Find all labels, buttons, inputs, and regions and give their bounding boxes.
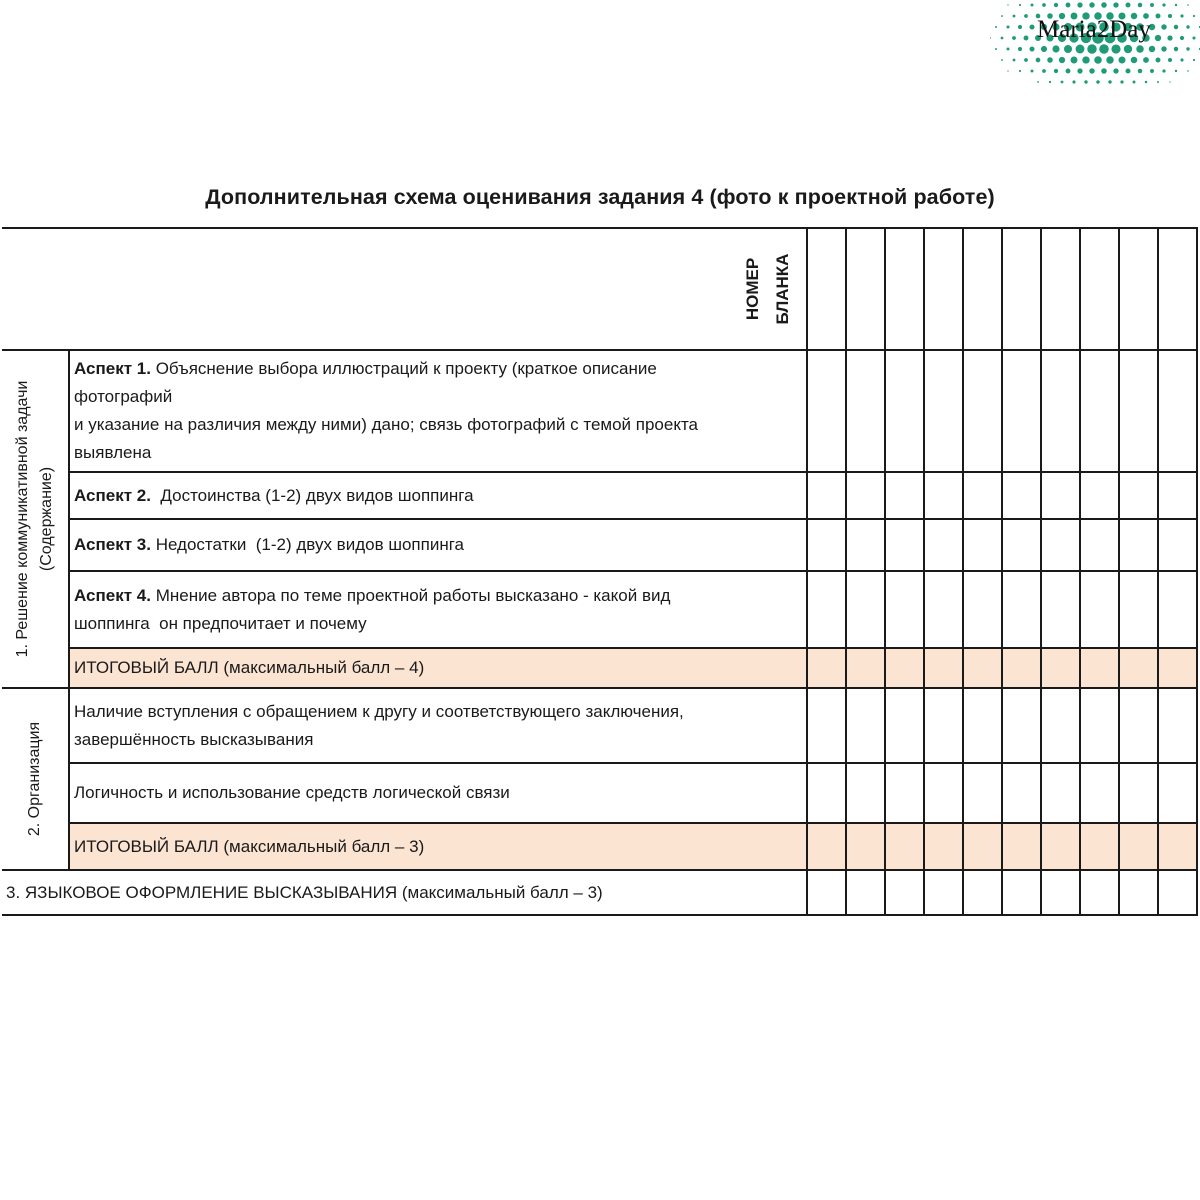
score-cell[interactable] xyxy=(1119,519,1158,571)
score-cell[interactable] xyxy=(963,870,1002,915)
aspect-3-text: Аспект 3. Недостатки (1-2) двух видов шоппинга xyxy=(69,519,807,571)
logo-dot xyxy=(1118,56,1125,63)
logo-dot xyxy=(1125,68,1130,73)
score-cell[interactable] xyxy=(963,571,1002,648)
score-cell[interactable] xyxy=(885,870,924,915)
logo-dot xyxy=(1175,4,1177,6)
score-cell[interactable] xyxy=(963,228,1002,350)
logo-dot xyxy=(1076,45,1085,54)
total-row xyxy=(2,648,1197,688)
score-cell[interactable] xyxy=(1002,823,1041,870)
score-cell[interactable] xyxy=(1002,688,1041,763)
score-cell[interactable] xyxy=(807,648,846,688)
watermark-logo: Maria2Day xyxy=(1037,16,1151,43)
score-cell[interactable] xyxy=(1002,648,1041,688)
score-cell[interactable] xyxy=(1119,472,1158,519)
score-cell[interactable] xyxy=(1119,228,1158,350)
logo-dot xyxy=(1052,45,1059,52)
section2-label-cell xyxy=(2,688,69,870)
score-cell[interactable] xyxy=(924,823,963,870)
score-cell[interactable] xyxy=(807,823,846,870)
score-cell[interactable] xyxy=(846,519,885,571)
evaluation-table xyxy=(2,227,1198,916)
score-cell[interactable] xyxy=(1080,228,1119,350)
logo-dot xyxy=(1042,3,1046,7)
score-cell[interactable] xyxy=(846,472,885,519)
logo-dot xyxy=(1087,44,1096,53)
blank-number-label: НОМЕР БЛАНКА xyxy=(743,253,792,325)
logo-dot xyxy=(1031,70,1034,73)
logo-dot xyxy=(1125,2,1130,7)
logo-dot xyxy=(1156,14,1161,19)
logo-dot xyxy=(1175,70,1177,72)
score-cell[interactable] xyxy=(1158,350,1197,472)
organization-row xyxy=(2,763,1197,823)
logo-dot xyxy=(1101,2,1107,8)
score-cell[interactable] xyxy=(1002,350,1041,472)
logo-dot xyxy=(1077,68,1082,73)
logo-dot xyxy=(1167,35,1172,40)
logo-dot xyxy=(1108,80,1111,83)
header-row xyxy=(2,228,1197,350)
score-cell[interactable] xyxy=(1041,519,1080,571)
score-cell[interactable] xyxy=(963,472,1002,519)
introduction-conclusion-text: Наличие вступления с обращением к другу и соответствующего заключения, завершённость высказывания xyxy=(69,688,807,763)
logo-dot xyxy=(1061,81,1064,84)
logo-dot xyxy=(1106,56,1113,63)
score-cell[interactable] xyxy=(1080,519,1119,571)
logo-dot xyxy=(1036,58,1041,63)
logo-dot xyxy=(1161,24,1166,29)
score-cell[interactable] xyxy=(807,571,846,648)
logo-dot xyxy=(1013,59,1016,62)
logo-dot xyxy=(1024,58,1028,62)
logo-dot xyxy=(1150,69,1154,73)
logo-dot xyxy=(1156,58,1161,63)
page-title: Дополнительная схема оценивания задания 4 (фото к проектной работе) xyxy=(205,185,995,209)
logo-dot xyxy=(1089,68,1094,73)
score-cell[interactable] xyxy=(1080,763,1119,823)
logo-dot xyxy=(1037,81,1039,83)
score-cell[interactable] xyxy=(807,763,846,823)
score-cell[interactable] xyxy=(1119,763,1158,823)
logo-dot xyxy=(1150,3,1154,7)
score-cell[interactable] xyxy=(807,870,846,915)
logo-dot xyxy=(1136,45,1143,52)
score-cell[interactable] xyxy=(963,648,1002,688)
logo-dot xyxy=(1186,47,1189,50)
score-cell[interactable] xyxy=(1080,823,1119,870)
logo-dot xyxy=(1187,4,1189,6)
logo-dot xyxy=(1168,14,1172,18)
logo-dot xyxy=(1101,68,1107,74)
logo-dot xyxy=(1019,70,1021,72)
score-cell[interactable] xyxy=(1041,472,1080,519)
logo-dot xyxy=(1054,3,1058,7)
blank-number-cell xyxy=(2,228,807,350)
logo-dot xyxy=(1155,35,1161,41)
logo-dot xyxy=(1138,69,1143,74)
score-cell[interactable] xyxy=(1002,571,1041,648)
logo-dot xyxy=(1169,81,1170,82)
total-row xyxy=(2,823,1197,870)
logo-dot xyxy=(990,37,991,39)
score-cell[interactable] xyxy=(1002,228,1041,350)
score-cell[interactable] xyxy=(963,350,1002,472)
logo-dot xyxy=(1138,3,1143,8)
logo-dot xyxy=(1180,58,1183,61)
logo-dot xyxy=(1001,59,1003,61)
score-cell[interactable] xyxy=(846,228,885,350)
score-cell[interactable] xyxy=(885,648,924,688)
logo-dot xyxy=(1186,25,1189,28)
logo-dot xyxy=(1042,69,1046,73)
logo-dot xyxy=(1064,45,1072,53)
score-cell[interactable] xyxy=(963,823,1002,870)
logo-dot xyxy=(1024,36,1029,41)
logo-dot xyxy=(1124,45,1132,53)
score-cell[interactable] xyxy=(885,519,924,571)
aspect-1-text: Аспект 1. Объяснение выбора иллюстраций к проекту (краткое описание фотографий и указание на различия между ними) дано; связь фотографий с темой проекта выявлена xyxy=(69,350,807,472)
logo-dot xyxy=(1066,3,1071,8)
score-cell[interactable] xyxy=(924,571,963,648)
logo-dot xyxy=(1193,15,1195,17)
score-cell[interactable] xyxy=(1158,648,1197,688)
logo-dot xyxy=(1041,46,1047,52)
logo-dot xyxy=(1029,46,1034,51)
logo-dot xyxy=(1157,81,1159,83)
logo-dots xyxy=(990,0,1200,92)
score-cell[interactable] xyxy=(924,763,963,823)
logo-dot xyxy=(1082,56,1089,63)
score-cell[interactable] xyxy=(1119,688,1158,763)
organization-row xyxy=(2,688,1197,763)
score-cell[interactable] xyxy=(1158,228,1197,350)
logo-dot xyxy=(1059,57,1065,63)
score-cell[interactable] xyxy=(924,350,963,472)
logo-dot xyxy=(1133,81,1136,84)
logo-dot xyxy=(1111,44,1120,53)
logo-dot xyxy=(1180,14,1183,17)
score-cell[interactable] xyxy=(1080,350,1119,472)
score-cell[interactable] xyxy=(885,571,924,648)
score-cell[interactable] xyxy=(1041,688,1080,763)
logo-dot xyxy=(1006,47,1009,50)
score-cell[interactable] xyxy=(1041,571,1080,648)
logo-dot xyxy=(1113,68,1118,73)
logo-dot xyxy=(1012,36,1016,40)
score-cell[interactable] xyxy=(1002,472,1041,519)
logo-dot xyxy=(1120,80,1123,83)
aspect-row xyxy=(2,571,1197,648)
logo-dot xyxy=(1013,15,1016,18)
score-cell[interactable] xyxy=(846,648,885,688)
logo-dot xyxy=(1031,4,1034,7)
score-cell[interactable] xyxy=(846,350,885,472)
logo-dot xyxy=(1007,4,1008,5)
score-cell[interactable] xyxy=(963,688,1002,763)
score-cell[interactable] xyxy=(1119,648,1158,688)
score-cell[interactable] xyxy=(885,228,924,350)
section1-label-cell xyxy=(2,350,69,688)
score-cell[interactable] xyxy=(1158,571,1197,648)
logo-dot xyxy=(1187,70,1189,72)
score-cell[interactable] xyxy=(1119,823,1158,870)
logo-dot xyxy=(1018,47,1022,51)
score-cell[interactable] xyxy=(846,823,885,870)
score-cell[interactable] xyxy=(885,823,924,870)
section1-label: 1. Решение коммуникативной задачи (Содержание) xyxy=(14,380,55,658)
logo-dot xyxy=(1049,81,1051,83)
score-cell[interactable] xyxy=(1080,571,1119,648)
score-cell[interactable] xyxy=(885,350,924,472)
score-cell[interactable] xyxy=(1041,823,1080,870)
score-cell[interactable] xyxy=(1119,571,1158,648)
logo-dot xyxy=(1084,80,1087,83)
logo-dot xyxy=(1149,46,1155,52)
score-cell[interactable] xyxy=(1080,688,1119,763)
score-cell[interactable] xyxy=(846,688,885,763)
logo-dot xyxy=(1096,80,1100,84)
logo-dot xyxy=(1193,59,1195,61)
score-cell[interactable] xyxy=(1041,763,1080,823)
logo-dot xyxy=(1077,2,1082,7)
score-cell[interactable] xyxy=(1080,648,1119,688)
language-text: 3. ЯЗЫКОВОЕ ОФОРМЛЕНИЕ ВЫСКАЗЫВАНИЯ (максимальный балл – 3) xyxy=(2,870,807,915)
logo-dot xyxy=(1174,25,1178,29)
logo-dot xyxy=(1054,69,1058,73)
language-row xyxy=(2,870,1197,915)
logo-dot xyxy=(1161,46,1166,51)
logo-dot xyxy=(1072,80,1075,83)
score-cell[interactable] xyxy=(1119,870,1158,915)
section1-total-label: ИТОГОВЫЙ БАЛЛ (максимальный балл – 4) xyxy=(69,648,807,688)
score-cell[interactable] xyxy=(885,472,924,519)
score-cell[interactable] xyxy=(924,648,963,688)
logo-dot xyxy=(1019,4,1021,6)
logo-dot xyxy=(1099,44,1109,54)
score-cell[interactable] xyxy=(1158,763,1197,823)
score-cell[interactable] xyxy=(924,870,963,915)
score-cell[interactable] xyxy=(1158,472,1197,519)
score-cell[interactable] xyxy=(807,519,846,571)
logo-dot xyxy=(1162,69,1165,72)
score-cell[interactable] xyxy=(1002,519,1041,571)
logo-dot xyxy=(1089,2,1094,7)
score-cell[interactable] xyxy=(924,688,963,763)
score-cell[interactable] xyxy=(807,688,846,763)
logo-dot xyxy=(1018,25,1022,29)
score-cell[interactable] xyxy=(924,519,963,571)
score-cell[interactable] xyxy=(885,688,924,763)
logo-dot xyxy=(1180,36,1184,40)
section2-label: 2. Организация xyxy=(26,721,43,837)
score-cell[interactable] xyxy=(1158,823,1197,870)
logo-dot xyxy=(1174,47,1178,51)
score-cell[interactable] xyxy=(1158,870,1197,915)
logo-dot xyxy=(1007,70,1008,71)
section2-total-label: ИТОГОВЫЙ БАЛЛ (максимальный балл – 3) xyxy=(69,823,807,870)
score-cell[interactable] xyxy=(1080,870,1119,915)
logo-dot xyxy=(995,26,997,28)
logo-dot xyxy=(1143,57,1149,63)
logo-dot xyxy=(1131,57,1138,64)
logic-text: Логичность и использование средств логической связи xyxy=(69,763,807,823)
logo-dot xyxy=(1113,2,1118,7)
score-cell[interactable] xyxy=(963,763,1002,823)
aspect-4-text: Аспект 4. Мнение автора по теме проектной работы высказано - какой вид шоппинга он предпочитает и почему xyxy=(69,571,807,648)
score-cell[interactable] xyxy=(1041,648,1080,688)
aspect-row xyxy=(2,519,1197,571)
logo-dot xyxy=(1024,14,1028,18)
score-cell[interactable] xyxy=(1041,350,1080,472)
score-cell[interactable] xyxy=(846,870,885,915)
score-cell[interactable] xyxy=(1158,519,1197,571)
score-cell[interactable] xyxy=(1041,870,1080,915)
logo-dot xyxy=(1192,36,1195,39)
score-cell[interactable] xyxy=(846,571,885,648)
logo-dot xyxy=(1066,69,1071,74)
logo-dot xyxy=(1168,58,1172,62)
score-cell[interactable] xyxy=(924,472,963,519)
score-cell[interactable] xyxy=(1158,688,1197,763)
score-cell[interactable] xyxy=(924,228,963,350)
logo-dot xyxy=(1029,24,1034,29)
score-cell[interactable] xyxy=(963,519,1002,571)
aspect-row xyxy=(2,472,1197,519)
logo-dot xyxy=(1071,57,1078,64)
logo-dot xyxy=(1001,15,1003,17)
logo-dot xyxy=(1094,56,1102,64)
aspect-2-text: Аспект 2. Достоинства (1-2) двух видов шоппинга xyxy=(69,472,807,519)
score-cell[interactable] xyxy=(1002,870,1041,915)
logo-dot xyxy=(1047,57,1053,63)
logo-dot xyxy=(1001,37,1004,40)
logo-dot xyxy=(995,48,997,50)
score-cell[interactable] xyxy=(1041,228,1080,350)
aspect-row xyxy=(2,350,1197,472)
score-cell[interactable] xyxy=(885,763,924,823)
score-cell[interactable] xyxy=(1080,472,1119,519)
score-cell[interactable] xyxy=(807,350,846,472)
score-cell[interactable] xyxy=(1002,763,1041,823)
score-cell[interactable] xyxy=(807,228,846,350)
score-cell[interactable] xyxy=(846,763,885,823)
logo-dot xyxy=(1006,25,1009,28)
score-cell[interactable] xyxy=(1119,350,1158,472)
logo-dot xyxy=(1162,3,1165,6)
logo-dot xyxy=(1145,81,1148,84)
score-cell[interactable] xyxy=(807,472,846,519)
